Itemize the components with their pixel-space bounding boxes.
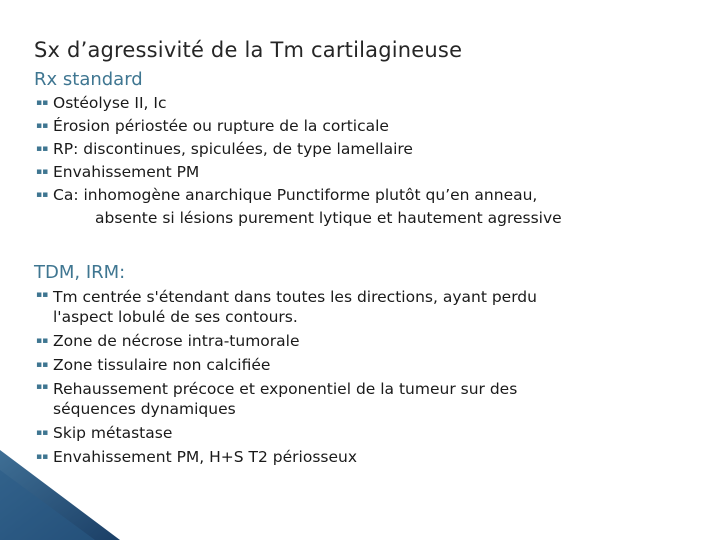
square-bullet-icon: ▪▪: [36, 98, 49, 108]
list-item-text: Envahissement PM: [53, 163, 200, 181]
list-item: [36, 329, 626, 353]
list-item: [36, 92, 696, 115]
list-item: [36, 184, 696, 230]
square-bullet-icon: ▪▪: [36, 121, 49, 131]
list-item: [36, 353, 626, 377]
list-item-text-line2: l'aspect lobulé de ses contours.: [53, 308, 298, 326]
list-item: [36, 377, 626, 421]
square-bullet-icon: ▪▪: [36, 190, 49, 200]
square-bullet-icon: ▪▪: [36, 290, 49, 300]
tdm-bullet-list: [36, 285, 626, 469]
list-item-text-line2: séquences dynamiques: [53, 400, 236, 418]
list-item-text: RP: discontinues, spiculées, de type lamellaire: [53, 140, 413, 158]
square-bullet-icon: ▪▪: [36, 144, 49, 154]
square-bullet-icon: ▪▪: [36, 452, 49, 462]
list-item-text: Skip métastase: [53, 424, 173, 442]
square-bullet-icon: ▪▪: [36, 382, 49, 392]
list-item-text: Zone de nécrose intra-tumorale: [53, 332, 300, 350]
square-bullet-icon: ▪▪: [36, 428, 49, 438]
list-item: [36, 161, 696, 184]
list-item: [36, 421, 626, 445]
list-item-text: Zone tissulaire non calcifiée: [53, 356, 271, 374]
rx-bullet-list: [36, 92, 696, 230]
corner-inner-triangle: [0, 470, 95, 540]
square-bullet-icon: ▪▪: [36, 336, 49, 346]
list-item: [36, 115, 696, 138]
list-item: [36, 138, 696, 161]
section-heading-rx: Rx standard: [34, 69, 143, 90]
square-bullet-icon: ▪▪: [36, 360, 49, 370]
section-heading-tdm: TDM, IRM:: [34, 262, 126, 283]
list-item: [36, 285, 626, 329]
list-item-text: Ca: inhomogène anarchique Punctiforme plutôt qu’en anneau,: [53, 186, 538, 204]
list-item-text: Envahissement PM, H+S T2 périosseux: [53, 448, 358, 466]
list-item-text: Ostéolyse II, Ic: [53, 94, 167, 112]
list-item-continuation: absente si lésions purement lytique et hautement agressive: [95, 209, 562, 227]
list-item-text: Tm centrée s'étendant dans toutes les directions, ayant perdu: [53, 288, 537, 306]
slide-title: Sx d’agressivité de la Tm cartilagineuse: [34, 38, 463, 62]
list-item-text: Érosion périostée ou rupture de la corticale: [53, 117, 389, 135]
list-item-text: Rehaussement précoce et exponentiel de la tumeur sur des: [53, 380, 518, 398]
list-item: [36, 445, 626, 469]
square-bullet-icon: ▪▪: [36, 167, 49, 177]
